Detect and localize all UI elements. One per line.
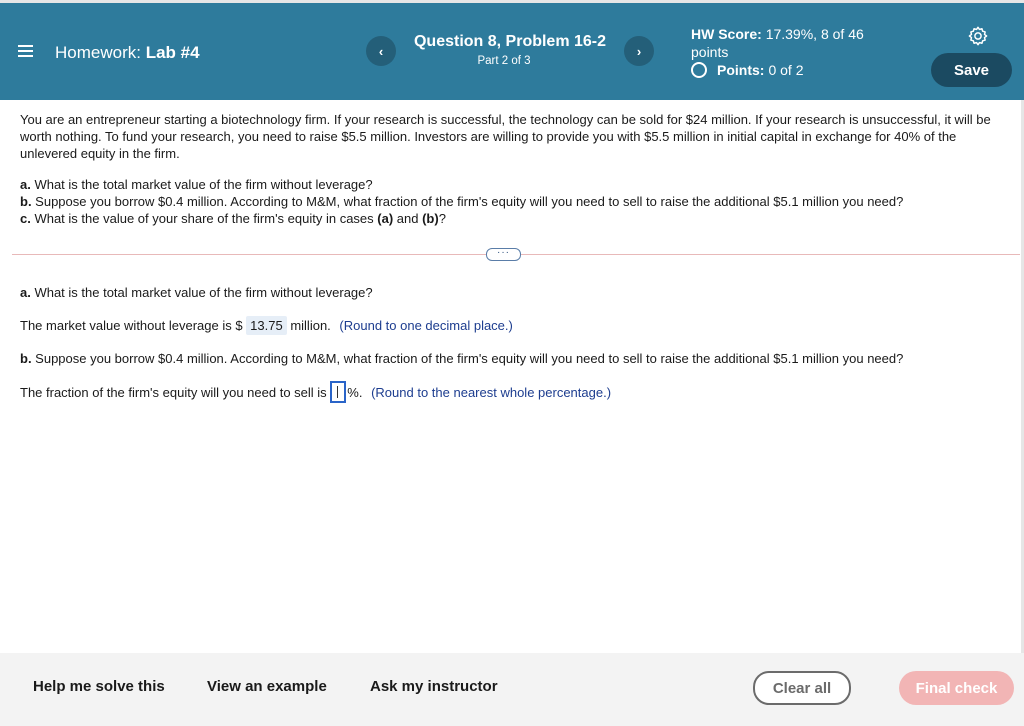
points-label: Points:: [717, 62, 765, 78]
view-example-button[interactable]: View an example: [207, 678, 327, 695]
question-item-a: [20, 176, 1010, 193]
question-letter: a.: [20, 177, 31, 192]
question-list: [20, 176, 1010, 227]
problem-statement: You are an entrepreneur starting a biotechnology firm. If your research is successful, the technology can be sold for $24 million. If your research is unsuccessful, it will be worth nothing. To fund your research, you need to raise $5.5 million. Investors are willing to provide you with $5.5 million in initial capital in exchange for 40% of the unlevered equity in the firm.: [20, 112, 991, 161]
answer-b-hint: (Round to the nearest whole percentage.): [371, 384, 612, 400]
homework-title: [55, 43, 200, 63]
answer-a-question: [20, 285, 373, 300]
answer-b-suffix: %.: [347, 384, 363, 400]
next-question-button[interactable]: [624, 36, 654, 66]
homework-title-prefix: Homework:: [55, 43, 141, 62]
final-check-button[interactable]: Final check: [899, 671, 1014, 705]
question-text: Suppose you borrow $0.4 million. According to M&M, what fraction of the firm's equity will you need to sell to raise the additional $5.1 million you need?: [31, 194, 904, 209]
chevron-left-icon: ‹: [378, 43, 384, 59]
points-circle-icon: [691, 62, 707, 78]
hw-score-label: HW Score:: [691, 26, 762, 42]
gear-icon[interactable]: [967, 25, 989, 47]
hamburger-menu-icon[interactable]: [18, 45, 33, 57]
answer-a-hint: (Round to one decimal place.): [339, 318, 513, 333]
chevron-right-icon: ›: [636, 43, 642, 59]
clear-all-button[interactable]: Clear all: [753, 671, 851, 705]
ask-instructor-button[interactable]: Ask my instructor: [370, 678, 498, 695]
question-title: Question 8, Problem 16-2: [413, 33, 607, 50]
answer-b-prefix: The fraction of the firm's equity will you need to sell is: [20, 384, 331, 400]
question-text: What is the value of your share of the firm's equity in cases: [30, 211, 378, 226]
answer-a-suffix: million.: [286, 318, 331, 333]
question-text: ?: [438, 211, 446, 226]
points-status: [691, 62, 803, 78]
question-part: Part 2 of 3: [477, 55, 531, 67]
points-value: 0 of 2: [768, 62, 804, 78]
help-me-solve-button[interactable]: Help me solve this: [33, 678, 165, 695]
header-bar: [0, 3, 1024, 100]
expand-ellipsis-button[interactable]: ···: [486, 248, 521, 261]
answer-b-input[interactable]: [330, 381, 346, 403]
question-item-b: [20, 193, 1010, 210]
question-letter: c.: [20, 211, 31, 226]
question-letter: b.: [20, 194, 32, 209]
question-letter: b.: [20, 351, 32, 366]
question-text: What is the total market value of the firm without leverage?: [30, 285, 373, 300]
question-item-c: [20, 210, 1010, 227]
question-text: What is the total market value of the firm without leverage?: [30, 177, 373, 192]
question-ref-a: (a): [377, 211, 394, 226]
footer-bar: [0, 653, 1024, 726]
hw-score-value: 17.39%, 8 of 46 points: [691, 26, 864, 60]
answer-a-line: [20, 316, 513, 335]
answer-a-prefix: The market value without leverage is $: [20, 318, 247, 333]
hw-score: [691, 25, 881, 61]
answer-b-question: [20, 351, 903, 366]
save-button[interactable]: Save: [931, 53, 1012, 87]
answer-a-input[interactable]: 13.75: [246, 316, 287, 335]
question-text: and: [393, 211, 423, 226]
question-letter: a.: [20, 285, 31, 300]
question-ref-b: (b): [422, 211, 439, 226]
homework-title-name: Lab #4: [145, 43, 200, 62]
previous-question-button[interactable]: [366, 36, 396, 66]
answer-b-line: [20, 384, 611, 403]
question-text: Suppose you borrow $0.4 million. According to M&M, what fraction of the firm's equity will you need to sell to raise the additional $5.1 million you need?: [31, 351, 904, 366]
